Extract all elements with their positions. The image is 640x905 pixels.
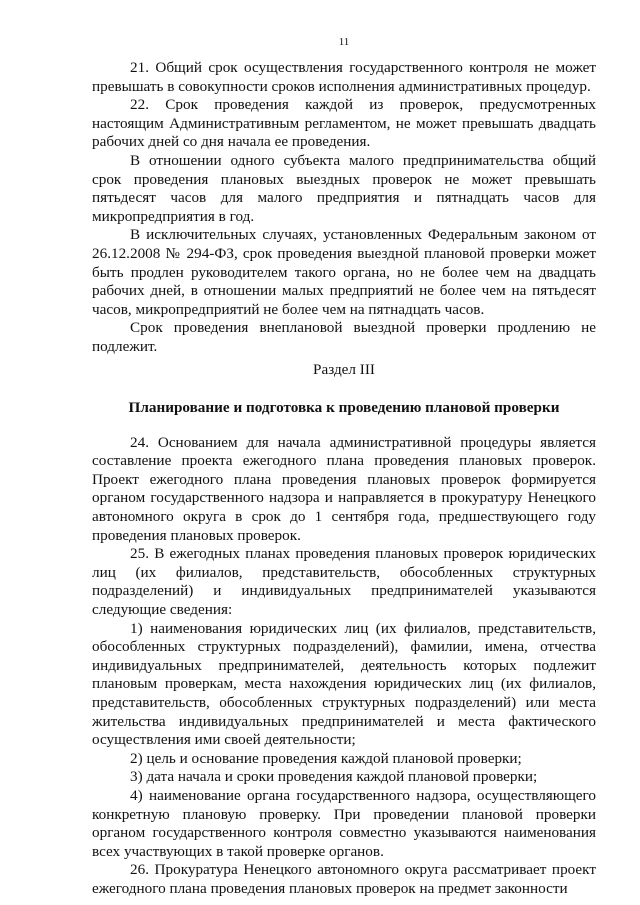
paragraph-21: 21. Общий срок осуществления государственного контроля не может превышать в совокупности сроков исполнения административных процедур. xyxy=(92,59,596,95)
paragraph-26: 26. Прокуратура Ненецкого автономного округа рассматривает проект ежегодного плана проведения плановых проверок на предмет законности xyxy=(92,861,596,897)
paragraph-unscheduled-inspection: Срок проведения внеплановой выездной проверки продлению не подлежит. xyxy=(92,319,596,355)
paragraph-24: 24. Основанием для начала административной процедуры является составление проекта ежегодного плана проведения плановых проверок. Проект ежегодного плана проведения плановых проверок формируется органом государственного надзора и направляется в прокуратуру Ненецкого автономного округа в срок до 1 сентября года, предшествующего году проведения плановых проверок. xyxy=(92,433,596,544)
document-body xyxy=(92,59,596,899)
list-item-4: 4) наименование органа государственного надзора, осуществляющего конкретную плановую проверку. При проведении плановой проверки органом государственного контроля совместно указываются наименования всех участвующих в такой проверке органов. xyxy=(92,786,596,860)
paragraph-exceptional-cases: В исключительных случаях, установленных Федеральным законом от 26.12.2008 № 294-ФЗ, срок проведения выездной плановой проверки может быть продлен руководителем такого органа, но не более чем на двадцать рабочих дней, в отношении малых предприятий не более чем на пятьдесят часов, микропредприятий не более чем на пятнадцать часов. xyxy=(92,226,596,318)
page-number: 11 xyxy=(338,36,350,48)
list-item-1: 1) наименования юридических лиц (их филиалов, представительств, обособленных структурных подразделений), фамилии, имена, отчества индивидуальных предпринимателей, деятельность которых подлежит плановым проверкам, места нахождения юридических лиц (их филиалов, представительств, обособленных структурных подразделений) или места жительства индивидуальных предпринимателей и места фактического осуществления ими своей деятельности; xyxy=(92,619,596,749)
paragraph-25: 25. В ежегодных планах проведения плановых проверок юридических лиц (их филиалов, представительств, обособленных структурных подразделений) и индивидуальных предпринимателей указываются следующие сведения: xyxy=(92,545,596,619)
list-item-3: 3) дата начала и сроки проведения каждой плановой проверки; xyxy=(130,768,538,786)
list-item-2: 2) цель и основание проведения каждой плановой проверки; xyxy=(130,749,522,767)
paragraph-small-business-limit: В отношении одного субъекта малого предпринимательства общий срок проведения плановых выездных проверок не может превышать пятьдесят часов для малого предприятия и пятнадцать часов для микропредприятия в год. xyxy=(92,151,596,225)
paragraph-22: 22. Срок проведения каждой из проверок, предусмотренных настоящим Административным регламентом, не может превышать двадцать рабочих дней со дня начала ее проведения. xyxy=(92,96,596,151)
section-label: Раздел III xyxy=(313,360,375,378)
section-title: Планирование и подготовка к проведению плановой проверки xyxy=(128,399,560,417)
